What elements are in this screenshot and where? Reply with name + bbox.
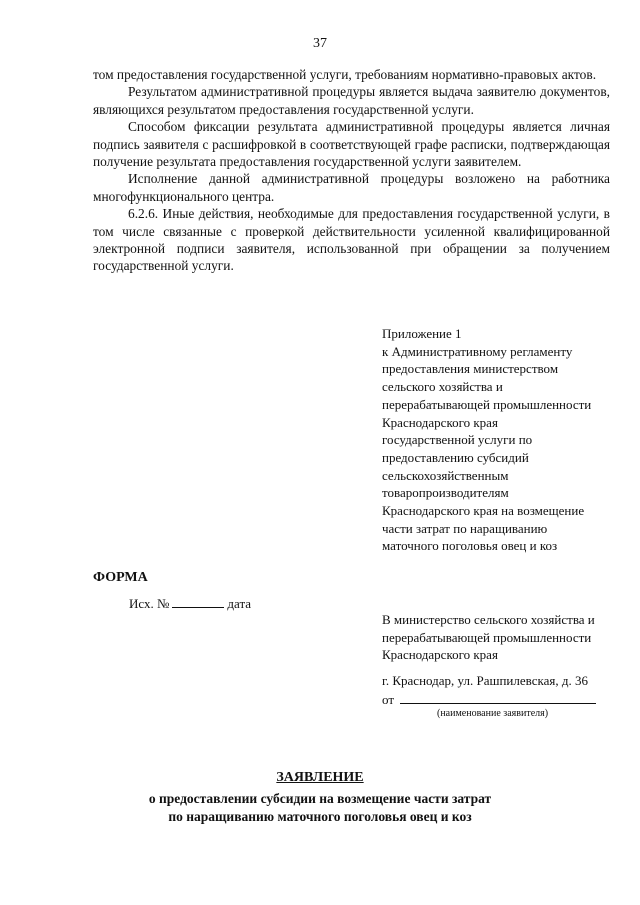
appendix-block (382, 325, 632, 555)
recipient-address: г. Краснодар, ул. Рашпилевская, д. 36 (382, 673, 588, 688)
appendix-line: маточного поголовья овец и коз (382, 538, 558, 554)
ref-number-blank (172, 595, 224, 608)
appendix-line: перерабатывающей промышленности (382, 396, 592, 412)
applicant-name-blank (400, 690, 596, 704)
statement-title-text: ЗАЯВЛЕНИЕ (276, 770, 364, 785)
page-number: 37 (313, 36, 327, 51)
appendix-line: к Административному регламенту (382, 343, 573, 359)
subtitle-line: о предоставлении субсидии на возмещение части затрат (148, 791, 492, 806)
outgoing-number-line (129, 595, 251, 612)
paragraph: Исполнение данной административной процедуры возложено на работника многофункционального центра. (93, 171, 610, 204)
form-label: ФОРМА (93, 570, 148, 585)
appendix-line: Краснодарского края на возмещение (382, 503, 585, 519)
statement-subtitle (0, 790, 640, 826)
appendix-line: сельскохозяйственным (382, 467, 509, 483)
recipient-block (382, 611, 632, 664)
recipient-line: В министерство сельского хозяйства и (382, 612, 595, 627)
paragraph: том предоставления государственной услуги, требованиям нормативно-правовых актов. (93, 67, 597, 82)
body-text (93, 66, 610, 275)
paragraph: 6.2.6. Иные действия, необходимые для предоставления государственной услуги, в том числе связанные с проверкой действительности усиленной квалифицированной электронной подписи заявителя, использованной при обращении за получением государственной услуги. (93, 206, 610, 274)
appendix-line: Приложение 1 (382, 326, 462, 341)
subtitle-line: по наращиванию маточного поголовья овец и коз (168, 809, 472, 824)
paragraph: Способом фиксации результата административной процедуры является личная подпись заявителя с расшифровкой в соответствующей графе расписки, подтверждающая получение результата предоставления государственной услуги заявителем. (93, 119, 610, 170)
from-line (382, 690, 596, 708)
appendix-line: товаропроизводителям (382, 485, 509, 501)
applicant-caption: (наименование заявителя) (437, 708, 549, 719)
ref-prefix: Исх. № (129, 596, 170, 611)
appendix-line: государственной услуги по (382, 432, 533, 448)
statement-title (0, 770, 640, 786)
appendix-line: сельского хозяйства и (382, 379, 503, 395)
from-label: от (382, 692, 395, 707)
recipient-line: перерабатывающей промышленности (382, 629, 592, 645)
ref-suffix: дата (227, 596, 252, 611)
appendix-line: предоставления министерством (382, 361, 559, 377)
paragraph: Результатом административной процедуры является выдача заявителю документов, являющихся результатом предоставления государственной услуги. (93, 84, 610, 117)
appendix-line: части затрат по наращиванию (382, 520, 548, 536)
recipient-line: Краснодарского края (382, 647, 498, 663)
appendix-line: Краснодарского края (382, 414, 498, 430)
appendix-line: предоставлению субсидий (382, 449, 529, 465)
